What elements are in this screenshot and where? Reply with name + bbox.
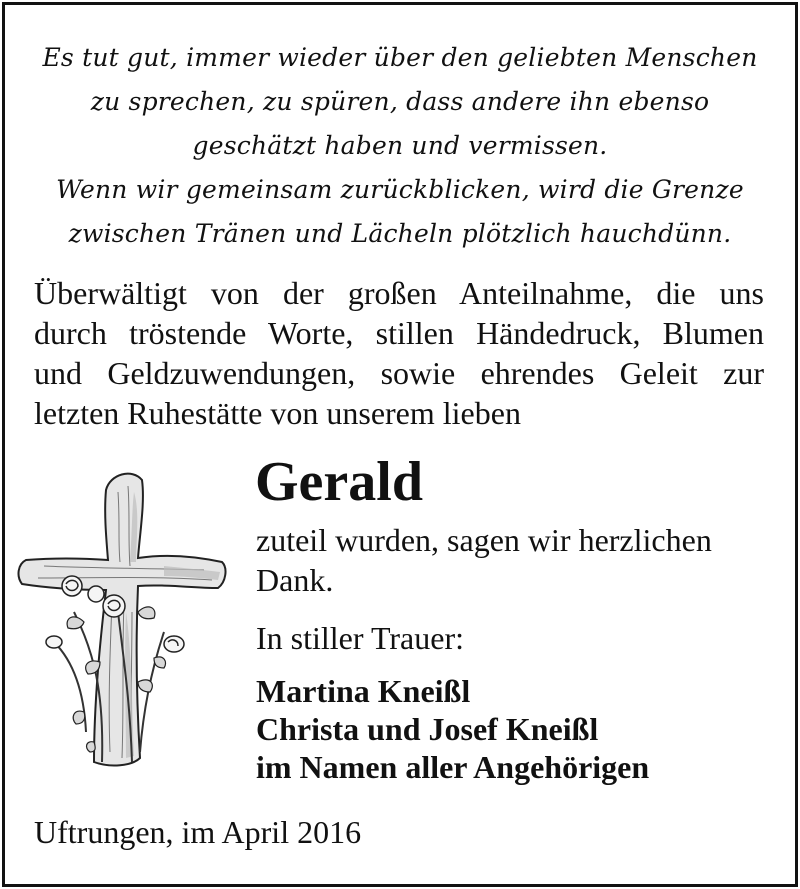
signer-line: im Namen aller Angehörigen bbox=[256, 749, 650, 785]
deceased-name: Gerald bbox=[255, 451, 423, 513]
poem-line: zu sprechen, zu spüren, dass andere ihn ebenso bbox=[90, 87, 710, 116]
thanks-line: zuteil wurden, sagen wir herzlichen bbox=[256, 522, 712, 558]
poem-line: geschätzt haben und vermissen. bbox=[192, 131, 608, 160]
intro-line: Überwältigt von der großen Anteilnahme, die uns bbox=[34, 275, 764, 311]
thanks-line: Dank. bbox=[256, 562, 334, 598]
memorial-poem bbox=[30, 36, 770, 256]
poem-line: zwischen Tränen und Lächeln plötzlich hauchdünn. bbox=[68, 219, 732, 248]
signer-line: Christa und Josef Kneißl bbox=[256, 711, 599, 747]
thanks-text bbox=[256, 520, 776, 600]
mourning-label: In stiller Trauer: bbox=[256, 620, 464, 656]
intro-line: letzten Ruhestätte von unserem lieben bbox=[34, 395, 521, 431]
intro-paragraph bbox=[34, 273, 764, 433]
poem-line: Es tut gut, immer wieder über den geliebten Menschen bbox=[42, 43, 758, 72]
intro-line: und Geldzuwendungen, sowie ehrendes Geleit zur bbox=[34, 355, 764, 391]
signer-line: Martina Kneißl bbox=[256, 673, 471, 709]
intro-line: durch tröstende Worte, stillen Händedruck, Blumen bbox=[34, 315, 764, 351]
signers-list bbox=[256, 672, 649, 786]
poem-line: Wenn wir gemeinsam zurückblicken, wird die Grenze bbox=[56, 175, 744, 204]
cross-with-roses-icon bbox=[14, 462, 234, 796]
place-date: Uftrungen, im April 2016 bbox=[34, 814, 362, 850]
